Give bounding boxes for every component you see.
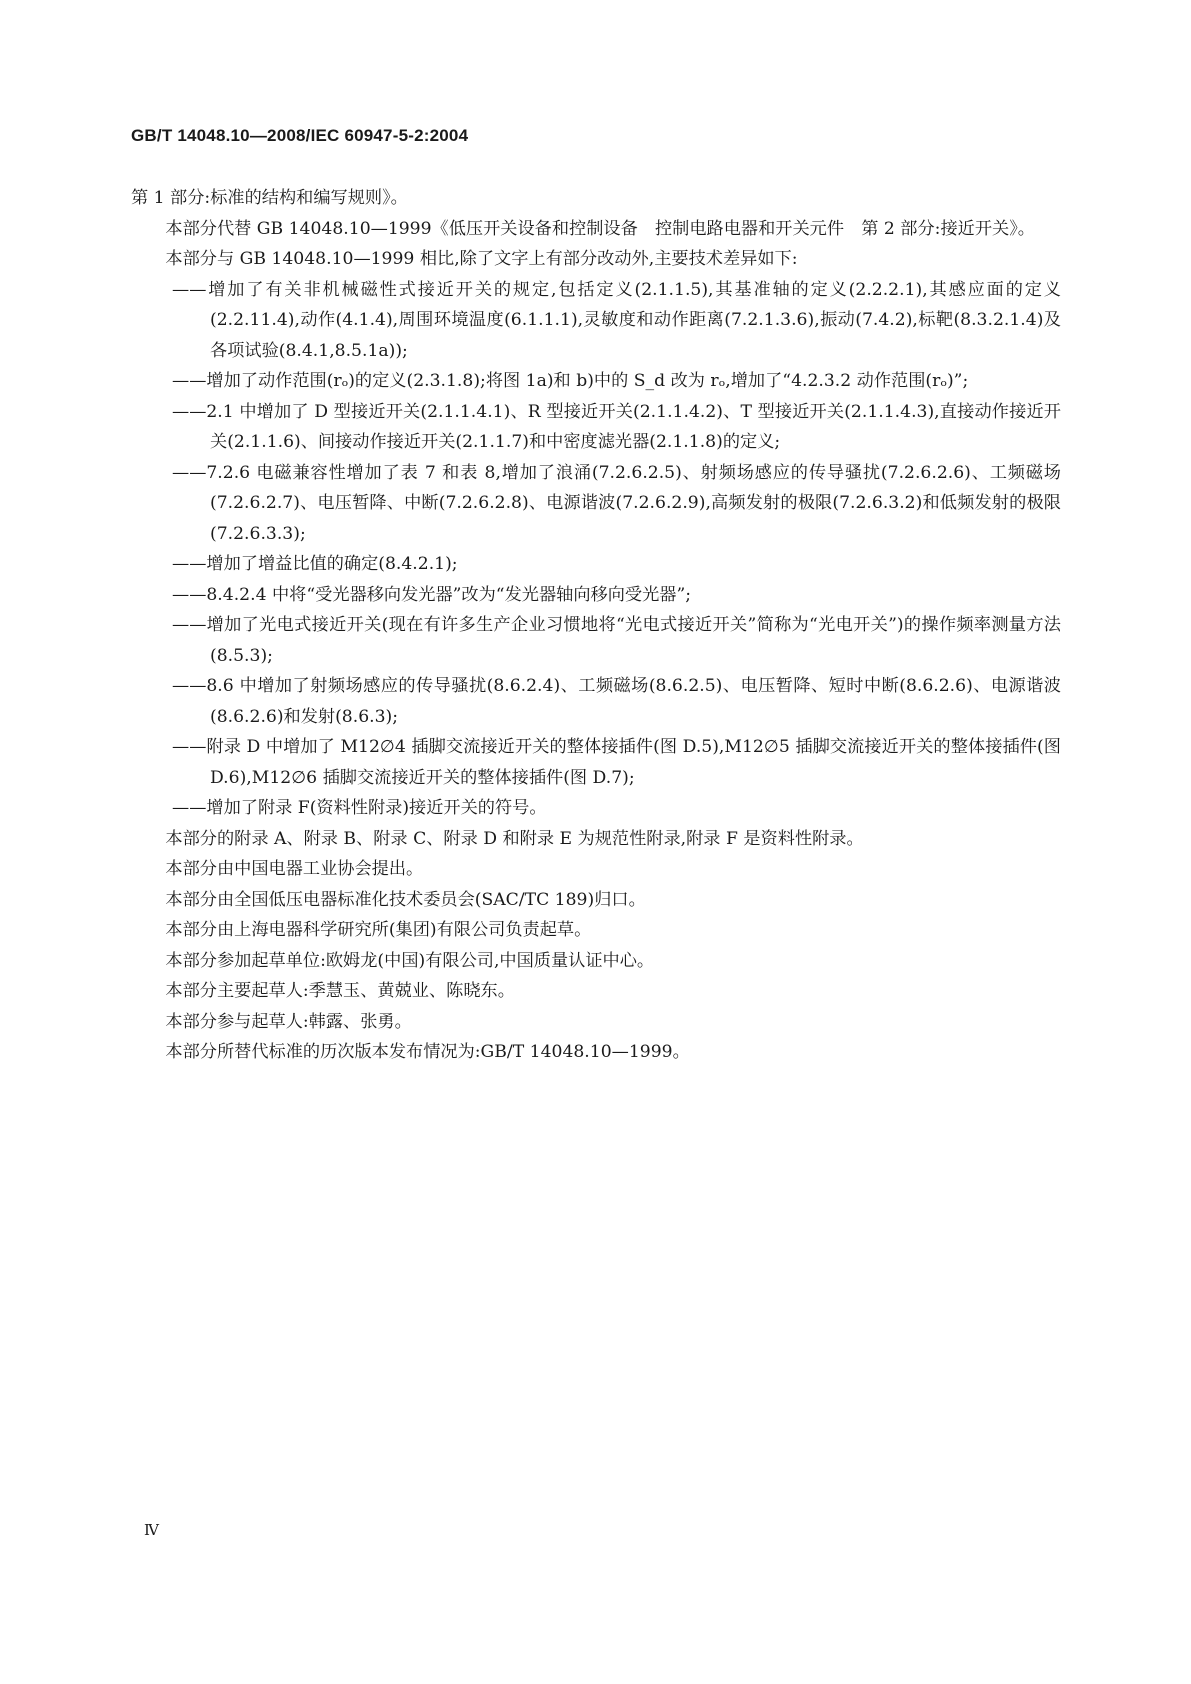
paragraph-committee: 本部分由全国低压电器标准化技术委员会(SAC/TC 189)归口。 (165, 889, 646, 910)
paragraph-participants: 本部分参加起草单位:欧姆龙(中国)有限公司,中国质量认证中心。 (165, 950, 655, 971)
paragraph-previous-editions: 本部分所替代标准的历次版本发布情况为:GB/T 14048.10—1999。 (165, 1042, 690, 1062)
list-item: ——增加了光电式接近开关(现在有许多生产企业习惯地将“光电式接近开关”简称为“光电开关”)的操作频率测量方法(8.5.3); (172, 615, 1061, 666)
list-item: ——增加了动作范围(rₒ)的定义(2.3.1.8);将图 1a)和 b)中的 S_d 改为 rₒ,增加了“4.2.3.2 动作范围(rₒ)”; (172, 371, 969, 391)
page-number: Ⅳ (144, 1521, 159, 1539)
list-item: ——增加了增益比值的确定(8.4.2.1); (172, 554, 458, 574)
list-item: ——2.1 中增加了 D 型接近开关(2.1.1.4.1)、R 型接近开关(2.1.1.4.2)、T 型接近开关(2.1.1.4.3),直接动作接近开关(2.1.1.6)、间接动作接近开关(2.1.1.7)和中密度滤光器(2.1.1.8)的定义; (172, 401, 1061, 452)
paragraph-other-drafters: 本部分参与起草人:韩露、张勇。 (165, 1011, 412, 1032)
list-item: ——7.2.6 电磁兼容性增加了表 7 和表 8,增加了浪涌(7.2.6.2.5)、射频场感应的传导骚扰(7.2.6.2.6)、工频磁场(7.2.6.2.7)、电压暂降、中断(7.2.6.2.8)、电源谐波(7.2.6.2.9),高频发射的极限(7.2.6.3.2)和低频发射的极限(7.2.6.3.3); (172, 462, 1061, 544)
list-item: ——附录 D 中增加了 M12∅4 插脚交流接近开关的整体接插件(图 D.5),M12∅5 插脚交流接近开关的整体接插件(图 D.6),M12∅6 插脚交流接近开关的整体接插件(图 D.7); (172, 737, 1061, 788)
list-item: ——8.6 中增加了射频场感应的传导骚扰(8.6.2.4)、工频磁场(8.6.2.5)、电压暂降、短时中断(8.6.2.6)、电源谐波(8.6.2.6)和发射(8.6.3); (172, 676, 1061, 727)
paragraph-continuation: 第 1 部分:标准的结构和编写规则》。 (131, 188, 408, 208)
paragraph-replacement: 本部分代替 GB 14048.10—1999《低压开关设备和控制设备 控制电路电器和开关元件 第 2 部分:接近开关》。 (165, 218, 1035, 239)
paragraph-main-drafters: 本部分主要起草人:季慧玉、黄兢业、陈晓东。 (165, 981, 515, 1001)
paragraph-differences-intro: 本部分与 GB 14048.10—1999 相比,除了文字上有部分改动外,主要技术差异如下: (165, 249, 798, 269)
foreword-body (131, 183, 1061, 1068)
paragraph-drafting-org: 本部分由上海电器科学研究所(集团)有限公司负责起草。 (165, 920, 592, 940)
paragraph-proposer: 本部分由中国电器工业协会提出。 (165, 859, 424, 879)
paragraph-annexes: 本部分的附录 A、附录 B、附录 C、附录 D 和附录 E 为规范性附录,附录 F 是资料性附录。 (165, 828, 864, 849)
standard-header: GB/T 14048.10—2008/IEC 60947-5-2:2004 (131, 126, 469, 145)
list-item: ——增加了附录 F(资料性附录)接近开关的符号。 (172, 798, 547, 818)
list-item: ——增加了有关非机械磁性式接近开关的规定,包括定义(2.1.1.5),其基准轴的定义(2.2.2.1),其感应面的定义(2.2.11.4),动作(4.1.4),周围环境温度(6.1.1.1),灵敏度和动作距离(7.2.1.3.6),振动(7.4.2),标靶(8.3.2.1.4)及各项试验(8.4.1,8.5.1a)); (172, 279, 1061, 361)
list-item: ——8.4.2.4 中将“受光器移向发光器”改为“发光器轴向移向受光器”; (172, 584, 692, 605)
